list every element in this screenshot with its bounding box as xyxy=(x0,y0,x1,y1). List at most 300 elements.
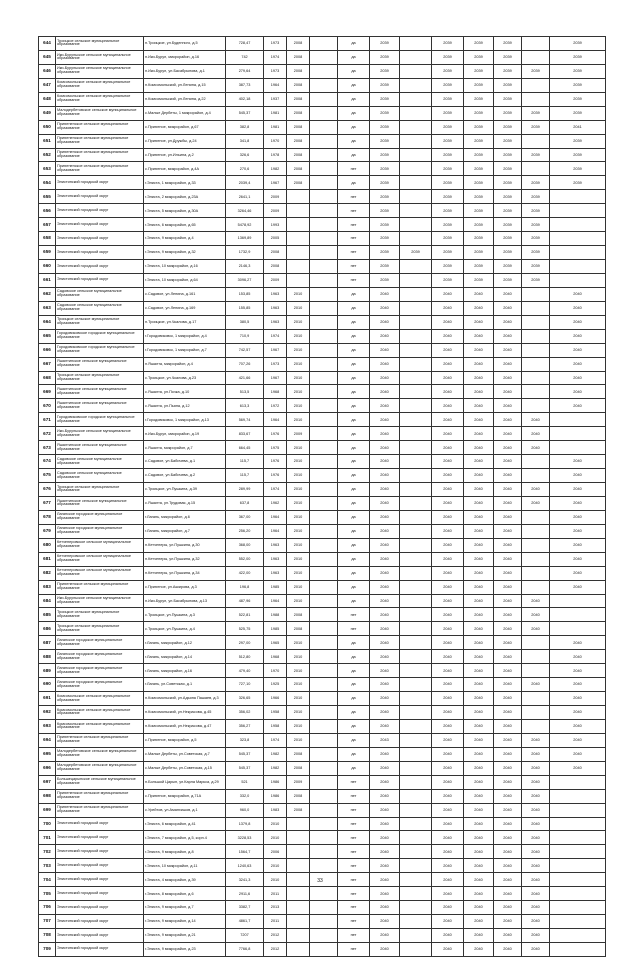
cell-repair-year: 2010 xyxy=(287,650,310,664)
cell-plan-year-5: 2039 xyxy=(494,37,522,51)
cell-address: с.Малые Дербеты, ул.Советская, д.7 xyxy=(144,747,226,761)
cell-col-7 xyxy=(310,260,338,274)
cell-built-year: 2009 xyxy=(264,204,287,218)
cell-plan-year-7 xyxy=(550,413,606,427)
cell-plan-year-7: 2040 xyxy=(550,538,606,552)
cell-plan-year-6 xyxy=(522,552,550,566)
cell-plan-year-3: 2040 xyxy=(432,301,464,315)
cell-plan-year-6: 2040 xyxy=(522,873,550,887)
cell-area: 332,0 xyxy=(226,789,264,803)
cell-plan-year-4: 2039 xyxy=(464,162,494,176)
cell-plan-year-7: 2040 xyxy=(550,552,606,566)
table-row xyxy=(39,106,606,120)
cell-row-number: 648 xyxy=(39,92,56,106)
cell-has-elevator: да xyxy=(338,148,370,162)
cell-plan-year-6: 2039 xyxy=(522,218,550,232)
cell-municipality: Лаганское городское муниципальное образование xyxy=(56,664,144,678)
cell-plan-year-2 xyxy=(400,942,432,956)
cell-plan-year-2 xyxy=(400,859,432,873)
cell-plan-year-2 xyxy=(400,733,432,747)
cell-plan-year-1: 2040 xyxy=(370,692,400,706)
cell-area: 545,37 xyxy=(226,761,264,775)
cell-municipality: Троицкое сельское муниципальное образование xyxy=(56,371,144,385)
cell-address: п.Кетченеры, ул.Пушкина, д.30 xyxy=(144,538,226,552)
cell-address: г.Городовиковск, 1 микрорайон, д.4 xyxy=(144,329,226,343)
table-row xyxy=(39,204,606,218)
cell-row-number: 666 xyxy=(39,343,56,357)
cell-plan-year-3: 2040 xyxy=(432,441,464,455)
cell-municipality: Лаганское городское муниципальное образование xyxy=(56,510,144,524)
cell-col-7 xyxy=(310,733,338,747)
cell-address: с.Урейтов, ул.Аманхишов, д.1 xyxy=(144,803,226,817)
cell-area: 742 xyxy=(226,50,264,64)
cell-plan-year-2 xyxy=(400,650,432,664)
cell-plan-year-7 xyxy=(550,441,606,455)
cell-municipality: Элистинский городской округ xyxy=(56,176,144,190)
cell-area: 368,00 xyxy=(226,538,264,552)
cell-plan-year-4: 2039 xyxy=(464,232,494,246)
cell-plan-year-4: 2040 xyxy=(464,538,494,552)
cell-built-year: 2011 xyxy=(264,887,287,901)
cell-col-7 xyxy=(310,176,338,190)
cell-col-7 xyxy=(310,942,338,956)
cell-repair-year: 2008 xyxy=(287,78,310,92)
cell-plan-year-2 xyxy=(400,775,432,789)
cell-plan-year-4: 2040 xyxy=(464,469,494,483)
cell-built-year: 1964 xyxy=(264,510,287,524)
cell-plan-year-3: 2039 xyxy=(432,106,464,120)
cell-area: 7207 xyxy=(226,929,264,943)
cell-plan-year-4: 2039 xyxy=(464,106,494,120)
cell-row-number: 660 xyxy=(39,260,56,274)
cell-repair-year xyxy=(287,204,310,218)
cell-plan-year-3: 2040 xyxy=(432,399,464,413)
cell-plan-year-4: 2040 xyxy=(464,510,494,524)
cell-col-7 xyxy=(310,608,338,622)
cell-plan-year-5: 2040 xyxy=(494,552,522,566)
cell-plan-year-6: 2040 xyxy=(522,915,550,929)
cell-repair-year: 2010 xyxy=(287,733,310,747)
cell-has-elevator: да xyxy=(338,483,370,497)
cell-plan-year-3: 2040 xyxy=(432,357,464,371)
cell-plan-year-7: 2040 xyxy=(550,664,606,678)
cell-plan-year-1: 2040 xyxy=(370,650,400,664)
cell-has-elevator: да xyxy=(338,78,370,92)
cell-plan-year-3: 2040 xyxy=(432,915,464,929)
cell-built-year: 1986 xyxy=(264,775,287,789)
cell-address: с.Приютное, микрорайон, д.71А xyxy=(144,789,226,803)
cell-area: 155,85 xyxy=(226,301,264,315)
cell-has-elevator: да xyxy=(338,650,370,664)
cell-repair-year xyxy=(287,929,310,943)
cell-plan-year-2 xyxy=(400,706,432,720)
cell-built-year: 1981 xyxy=(264,106,287,120)
cell-area: 664,45 xyxy=(226,441,264,455)
cell-plan-year-6 xyxy=(522,636,550,650)
cell-plan-year-1: 2039 xyxy=(370,260,400,274)
cell-plan-year-7 xyxy=(550,775,606,789)
cell-row-number: 691 xyxy=(39,692,56,706)
cell-plan-year-5: 2040 xyxy=(494,608,522,622)
cell-area: 422,00 xyxy=(226,566,264,580)
cell-built-year: 1985 xyxy=(264,580,287,594)
cell-plan-year-6 xyxy=(522,524,550,538)
cell-plan-year-1: 2040 xyxy=(370,357,400,371)
cell-row-number: 661 xyxy=(39,273,56,287)
table-row xyxy=(39,942,606,956)
cell-plan-year-5: 2040 xyxy=(494,761,522,775)
cell-plan-year-4: 2040 xyxy=(464,608,494,622)
cell-plan-year-6: 2039 xyxy=(522,106,550,120)
cell-has-elevator: нет xyxy=(338,622,370,636)
cell-col-7 xyxy=(310,246,338,260)
cell-repair-year: 2010 xyxy=(287,357,310,371)
cell-plan-year-1: 2039 xyxy=(370,162,400,176)
cell-plan-year-7: 2040 xyxy=(550,483,606,497)
cell-plan-year-5: 2040 xyxy=(494,845,522,859)
table-row xyxy=(39,817,606,831)
cell-row-number: 696 xyxy=(39,761,56,775)
cell-built-year: 2008 xyxy=(264,246,287,260)
cell-row-number: 681 xyxy=(39,552,56,566)
cell-plan-year-7: 2040 xyxy=(550,678,606,692)
table-row xyxy=(39,901,606,915)
cell-area: 727,10 xyxy=(226,678,264,692)
table-row xyxy=(39,510,606,524)
cell-built-year: 1976 xyxy=(264,427,287,441)
table-row xyxy=(39,315,606,329)
cell-plan-year-2 xyxy=(400,580,432,594)
cell-plan-year-1: 2039 xyxy=(370,106,400,120)
cell-plan-year-3: 2040 xyxy=(432,580,464,594)
cell-plan-year-5: 2040 xyxy=(494,427,522,441)
cell-municipality: Элистинский городской округ xyxy=(56,915,144,929)
cell-has-elevator: да xyxy=(338,552,370,566)
cell-municipality: Лаганское городское муниципальное образование xyxy=(56,636,144,650)
cell-plan-year-5: 2040 xyxy=(494,706,522,720)
cell-repair-year xyxy=(287,831,310,845)
cell-repair-year xyxy=(287,232,310,246)
cell-area: 3241,3 xyxy=(226,873,264,887)
cell-area: 256,20 xyxy=(226,524,264,538)
cell-plan-year-1: 2039 xyxy=(370,190,400,204)
cell-row-number: 670 xyxy=(39,399,56,413)
cell-plan-year-4: 2039 xyxy=(464,218,494,232)
cell-plan-year-7: 2040 xyxy=(550,385,606,399)
cell-plan-year-1: 2040 xyxy=(370,524,400,538)
cell-has-elevator: да xyxy=(338,538,370,552)
cell-plan-year-2 xyxy=(400,37,432,51)
cell-address: с.Яшалта, ул.Пьяна, д.12 xyxy=(144,399,226,413)
cell-row-number: 682 xyxy=(39,566,56,580)
cell-address: г.Элиста, 9 микрорайон, д.14 xyxy=(144,915,226,929)
table-row xyxy=(39,664,606,678)
cell-plan-year-6: 2040 xyxy=(522,859,550,873)
cell-plan-year-1: 2040 xyxy=(370,929,400,943)
cell-plan-year-2 xyxy=(400,204,432,218)
cell-plan-year-4: 2040 xyxy=(464,692,494,706)
cell-has-elevator: да xyxy=(338,441,370,455)
cell-plan-year-1: 2040 xyxy=(370,538,400,552)
cell-area: 279,64 xyxy=(226,64,264,78)
cell-area: 3382,7 xyxy=(226,901,264,915)
cell-row-number: 695 xyxy=(39,747,56,761)
cell-repair-year: 2008 xyxy=(287,37,310,51)
cell-plan-year-5: 2040 xyxy=(494,441,522,455)
cell-plan-year-7: 2040 xyxy=(550,566,606,580)
cell-address: п.Троицкое, ул.Буденного, д.5 xyxy=(144,37,226,51)
cell-col-7 xyxy=(310,134,338,148)
table-row xyxy=(39,176,606,190)
cell-has-elevator: нет xyxy=(338,273,370,287)
cell-plan-year-4: 2040 xyxy=(464,803,494,817)
cell-municipality: Элистинский городской округ xyxy=(56,204,144,218)
cell-area: 833,67 xyxy=(226,427,264,441)
cell-area: 479,40 xyxy=(226,664,264,678)
cell-repair-year xyxy=(287,190,310,204)
cell-row-number: 680 xyxy=(39,538,56,552)
cell-plan-year-4: 2040 xyxy=(464,817,494,831)
cell-plan-year-3: 2040 xyxy=(432,719,464,733)
cell-col-7 xyxy=(310,106,338,120)
table-row xyxy=(39,64,606,78)
cell-plan-year-3: 2040 xyxy=(432,692,464,706)
cell-has-elevator: да xyxy=(338,106,370,120)
cell-repair-year: 2010 xyxy=(287,510,310,524)
cell-built-year: 1963 xyxy=(264,287,287,301)
cell-has-elevator: нет xyxy=(338,887,370,901)
cell-built-year: 1993 xyxy=(264,218,287,232)
cell-repair-year: 2008 xyxy=(287,50,310,64)
cell-plan-year-5: 2040 xyxy=(494,301,522,315)
cell-plan-year-7: 2040 xyxy=(550,524,606,538)
cell-row-number: 689 xyxy=(39,664,56,678)
cell-plan-year-4: 2040 xyxy=(464,887,494,901)
cell-plan-year-6: 2040 xyxy=(522,887,550,901)
cell-area: 421,66 xyxy=(226,371,264,385)
cell-plan-year-1: 2040 xyxy=(370,315,400,329)
cell-built-year: 1963 xyxy=(264,538,287,552)
cell-plan-year-7: 2040 xyxy=(550,692,606,706)
cell-repair-year: 2010 xyxy=(287,496,310,510)
cell-repair-year: 2010 xyxy=(287,343,310,357)
cell-col-7 xyxy=(310,232,338,246)
table-row xyxy=(39,887,606,901)
cell-row-number: 664 xyxy=(39,315,56,329)
table-row xyxy=(39,636,606,650)
cell-plan-year-1: 2040 xyxy=(370,301,400,315)
table-row xyxy=(39,831,606,845)
cell-built-year: 1976 xyxy=(264,455,287,469)
cell-plan-year-6 xyxy=(522,510,550,524)
cell-plan-year-6: 2039 xyxy=(522,176,550,190)
cell-row-number: 693 xyxy=(39,719,56,733)
cell-area: 525,75 xyxy=(226,622,264,636)
cell-repair-year: 2010 xyxy=(287,441,310,455)
cell-has-elevator: нет xyxy=(338,789,370,803)
cell-built-year: 1973 xyxy=(264,64,287,78)
cell-address: с.Троицкое, ул.Чкалова, д.23 xyxy=(144,371,226,385)
cell-row-number: 705 xyxy=(39,887,56,901)
cell-area: 487,96 xyxy=(226,594,264,608)
cell-address: г.Элиста, 9 микрорайон, д.7 xyxy=(144,901,226,915)
cell-plan-year-3: 2040 xyxy=(432,887,464,901)
cell-plan-year-4: 2040 xyxy=(464,343,494,357)
cell-plan-year-3: 2040 xyxy=(432,594,464,608)
cell-plan-year-7: 2039 xyxy=(550,92,606,106)
cell-municipality: Комсомольское сельское муниципальное образование xyxy=(56,706,144,720)
cell-built-year: 1963 xyxy=(264,566,287,580)
cell-row-number: 671 xyxy=(39,413,56,427)
cell-plan-year-6 xyxy=(522,385,550,399)
cell-plan-year-6: 2040 xyxy=(522,427,550,441)
cell-plan-year-1: 2039 xyxy=(370,273,400,287)
cell-plan-year-5: 2040 xyxy=(494,650,522,664)
cell-plan-year-6: 2039 xyxy=(522,64,550,78)
cell-repair-year: 2010 xyxy=(287,636,310,650)
cell-built-year: 1974 xyxy=(264,50,287,64)
cell-plan-year-2 xyxy=(400,594,432,608)
cell-area: 710,9 xyxy=(226,329,264,343)
cell-plan-year-3: 2040 xyxy=(432,538,464,552)
cell-address: г.Элиста, 9 микрорайон, д.8 xyxy=(144,845,226,859)
cell-plan-year-5: 2040 xyxy=(494,287,522,301)
cell-plan-year-2 xyxy=(400,901,432,915)
cell-area: 2911,6 xyxy=(226,887,264,901)
cell-address: с.Троицкое, ул.Пушкина, д.4 xyxy=(144,622,226,636)
cell-plan-year-2 xyxy=(400,273,432,287)
cell-municipality: Элистинский городской округ xyxy=(56,260,144,274)
cell-plan-year-4: 2040 xyxy=(464,636,494,650)
cell-address: г.Элиста, 10 микрорайон, д.16 xyxy=(144,260,226,274)
cell-row-number: 658 xyxy=(39,232,56,246)
cell-has-elevator: да xyxy=(338,92,370,106)
cell-area: 326,65 xyxy=(226,692,264,706)
cell-plan-year-2 xyxy=(400,789,432,803)
cell-has-elevator: да xyxy=(338,50,370,64)
cell-address: п.Комсомольский, ул.Ленина, д.22 xyxy=(144,92,226,106)
cell-repair-year: 2010 xyxy=(287,706,310,720)
cell-has-elevator: да xyxy=(338,371,370,385)
cell-plan-year-4: 2040 xyxy=(464,761,494,775)
cell-plan-year-7 xyxy=(550,608,606,622)
table-row xyxy=(39,385,606,399)
cell-plan-year-5: 2039 xyxy=(494,232,522,246)
cell-plan-year-6: 2039 xyxy=(522,273,550,287)
cell-plan-year-5: 2040 xyxy=(494,483,522,497)
cell-municipality: Элистинский городской округ xyxy=(56,873,144,887)
cell-plan-year-5: 2039 xyxy=(494,260,522,274)
cell-plan-year-2 xyxy=(400,232,432,246)
cell-row-number: 688 xyxy=(39,650,56,664)
cell-has-elevator: нет xyxy=(338,873,370,887)
cell-has-elevator: нет xyxy=(338,942,370,956)
cell-plan-year-2 xyxy=(400,915,432,929)
cell-row-number: 686 xyxy=(39,622,56,636)
cell-built-year: 2012 xyxy=(264,942,287,956)
cell-plan-year-6: 2040 xyxy=(522,775,550,789)
cell-built-year: 2012 xyxy=(264,929,287,943)
cell-plan-year-7: 2040 xyxy=(550,315,606,329)
cell-plan-year-4: 2040 xyxy=(464,483,494,497)
cell-plan-year-6: 2039 xyxy=(522,190,550,204)
cell-plan-year-3: 2040 xyxy=(432,859,464,873)
cell-address: п.Ики-Бурул, ул.Басабрынова, д.13 xyxy=(144,594,226,608)
cell-municipality: Кетченеровское сельское муниципальное образование xyxy=(56,552,144,566)
cell-repair-year: 2008 xyxy=(287,761,310,775)
cell-area: 2146,3 xyxy=(226,260,264,274)
cell-plan-year-3: 2040 xyxy=(432,371,464,385)
cell-address: г.Лагань, микрорайон, д.12 xyxy=(144,636,226,650)
cell-has-elevator: нет xyxy=(338,260,370,274)
cell-plan-year-2 xyxy=(400,524,432,538)
cell-plan-year-3: 2040 xyxy=(432,831,464,845)
cell-has-elevator: да xyxy=(338,343,370,357)
cell-plan-year-6: 2040 xyxy=(522,483,550,497)
cell-plan-year-6 xyxy=(522,357,550,371)
cell-area: 1564,7 xyxy=(226,845,264,859)
table-row xyxy=(39,287,606,301)
cell-plan-year-6: 2040 xyxy=(522,678,550,692)
cell-row-number: 645 xyxy=(39,50,56,64)
cell-plan-year-7 xyxy=(550,246,606,260)
cell-plan-year-1: 2040 xyxy=(370,887,400,901)
cell-plan-year-1: 2040 xyxy=(370,664,400,678)
cell-plan-year-7 xyxy=(550,273,606,287)
cell-row-number: 676 xyxy=(39,483,56,497)
cell-row-number: 708 xyxy=(39,929,56,943)
cell-plan-year-3: 2040 xyxy=(432,552,464,566)
cell-plan-year-6 xyxy=(522,162,550,176)
cell-plan-year-5: 2039 xyxy=(494,176,522,190)
cell-plan-year-5: 2040 xyxy=(494,636,522,650)
cell-repair-year xyxy=(287,845,310,859)
cell-plan-year-6: 2040 xyxy=(522,496,550,510)
cell-plan-year-4: 2039 xyxy=(464,134,494,148)
cell-plan-year-4: 2040 xyxy=(464,719,494,733)
cell-plan-year-4: 2039 xyxy=(464,92,494,106)
cell-row-number: 647 xyxy=(39,78,56,92)
cell-built-year: 2008 xyxy=(264,260,287,274)
cell-plan-year-2 xyxy=(400,357,432,371)
cell-has-elevator: да xyxy=(338,176,370,190)
cell-col-7 xyxy=(310,566,338,580)
cell-address: п.Ики-Бурул, микрорайон, д.19 xyxy=(144,427,226,441)
cell-plan-year-4: 2040 xyxy=(464,287,494,301)
cell-repair-year: 2010 xyxy=(287,692,310,706)
cell-row-number: 653 xyxy=(39,162,56,176)
cell-area: 707,26 xyxy=(226,357,264,371)
cell-plan-year-2 xyxy=(400,134,432,148)
cell-plan-year-1: 2040 xyxy=(370,413,400,427)
cell-plan-year-5: 2040 xyxy=(494,357,522,371)
cell-plan-year-3: 2040 xyxy=(432,469,464,483)
cell-col-7 xyxy=(310,845,338,859)
cell-has-elevator: нет xyxy=(338,775,370,789)
cell-built-year: 1974 xyxy=(264,733,287,747)
cell-plan-year-3: 2040 xyxy=(432,678,464,692)
cell-address: с.Приютное, ул.Аккирова, д.3 xyxy=(144,580,226,594)
cell-address: с.Садовое, ул.Бабичева, д.2 xyxy=(144,469,226,483)
cell-plan-year-1: 2039 xyxy=(370,204,400,218)
cell-plan-year-6 xyxy=(522,301,550,315)
cell-built-year: 2005 xyxy=(264,232,287,246)
cell-plan-year-7: 2040 xyxy=(550,706,606,720)
cell-has-elevator: да xyxy=(338,413,370,427)
cell-plan-year-1: 2040 xyxy=(370,706,400,720)
table-row xyxy=(39,301,606,315)
cell-area: 1240,63 xyxy=(226,859,264,873)
